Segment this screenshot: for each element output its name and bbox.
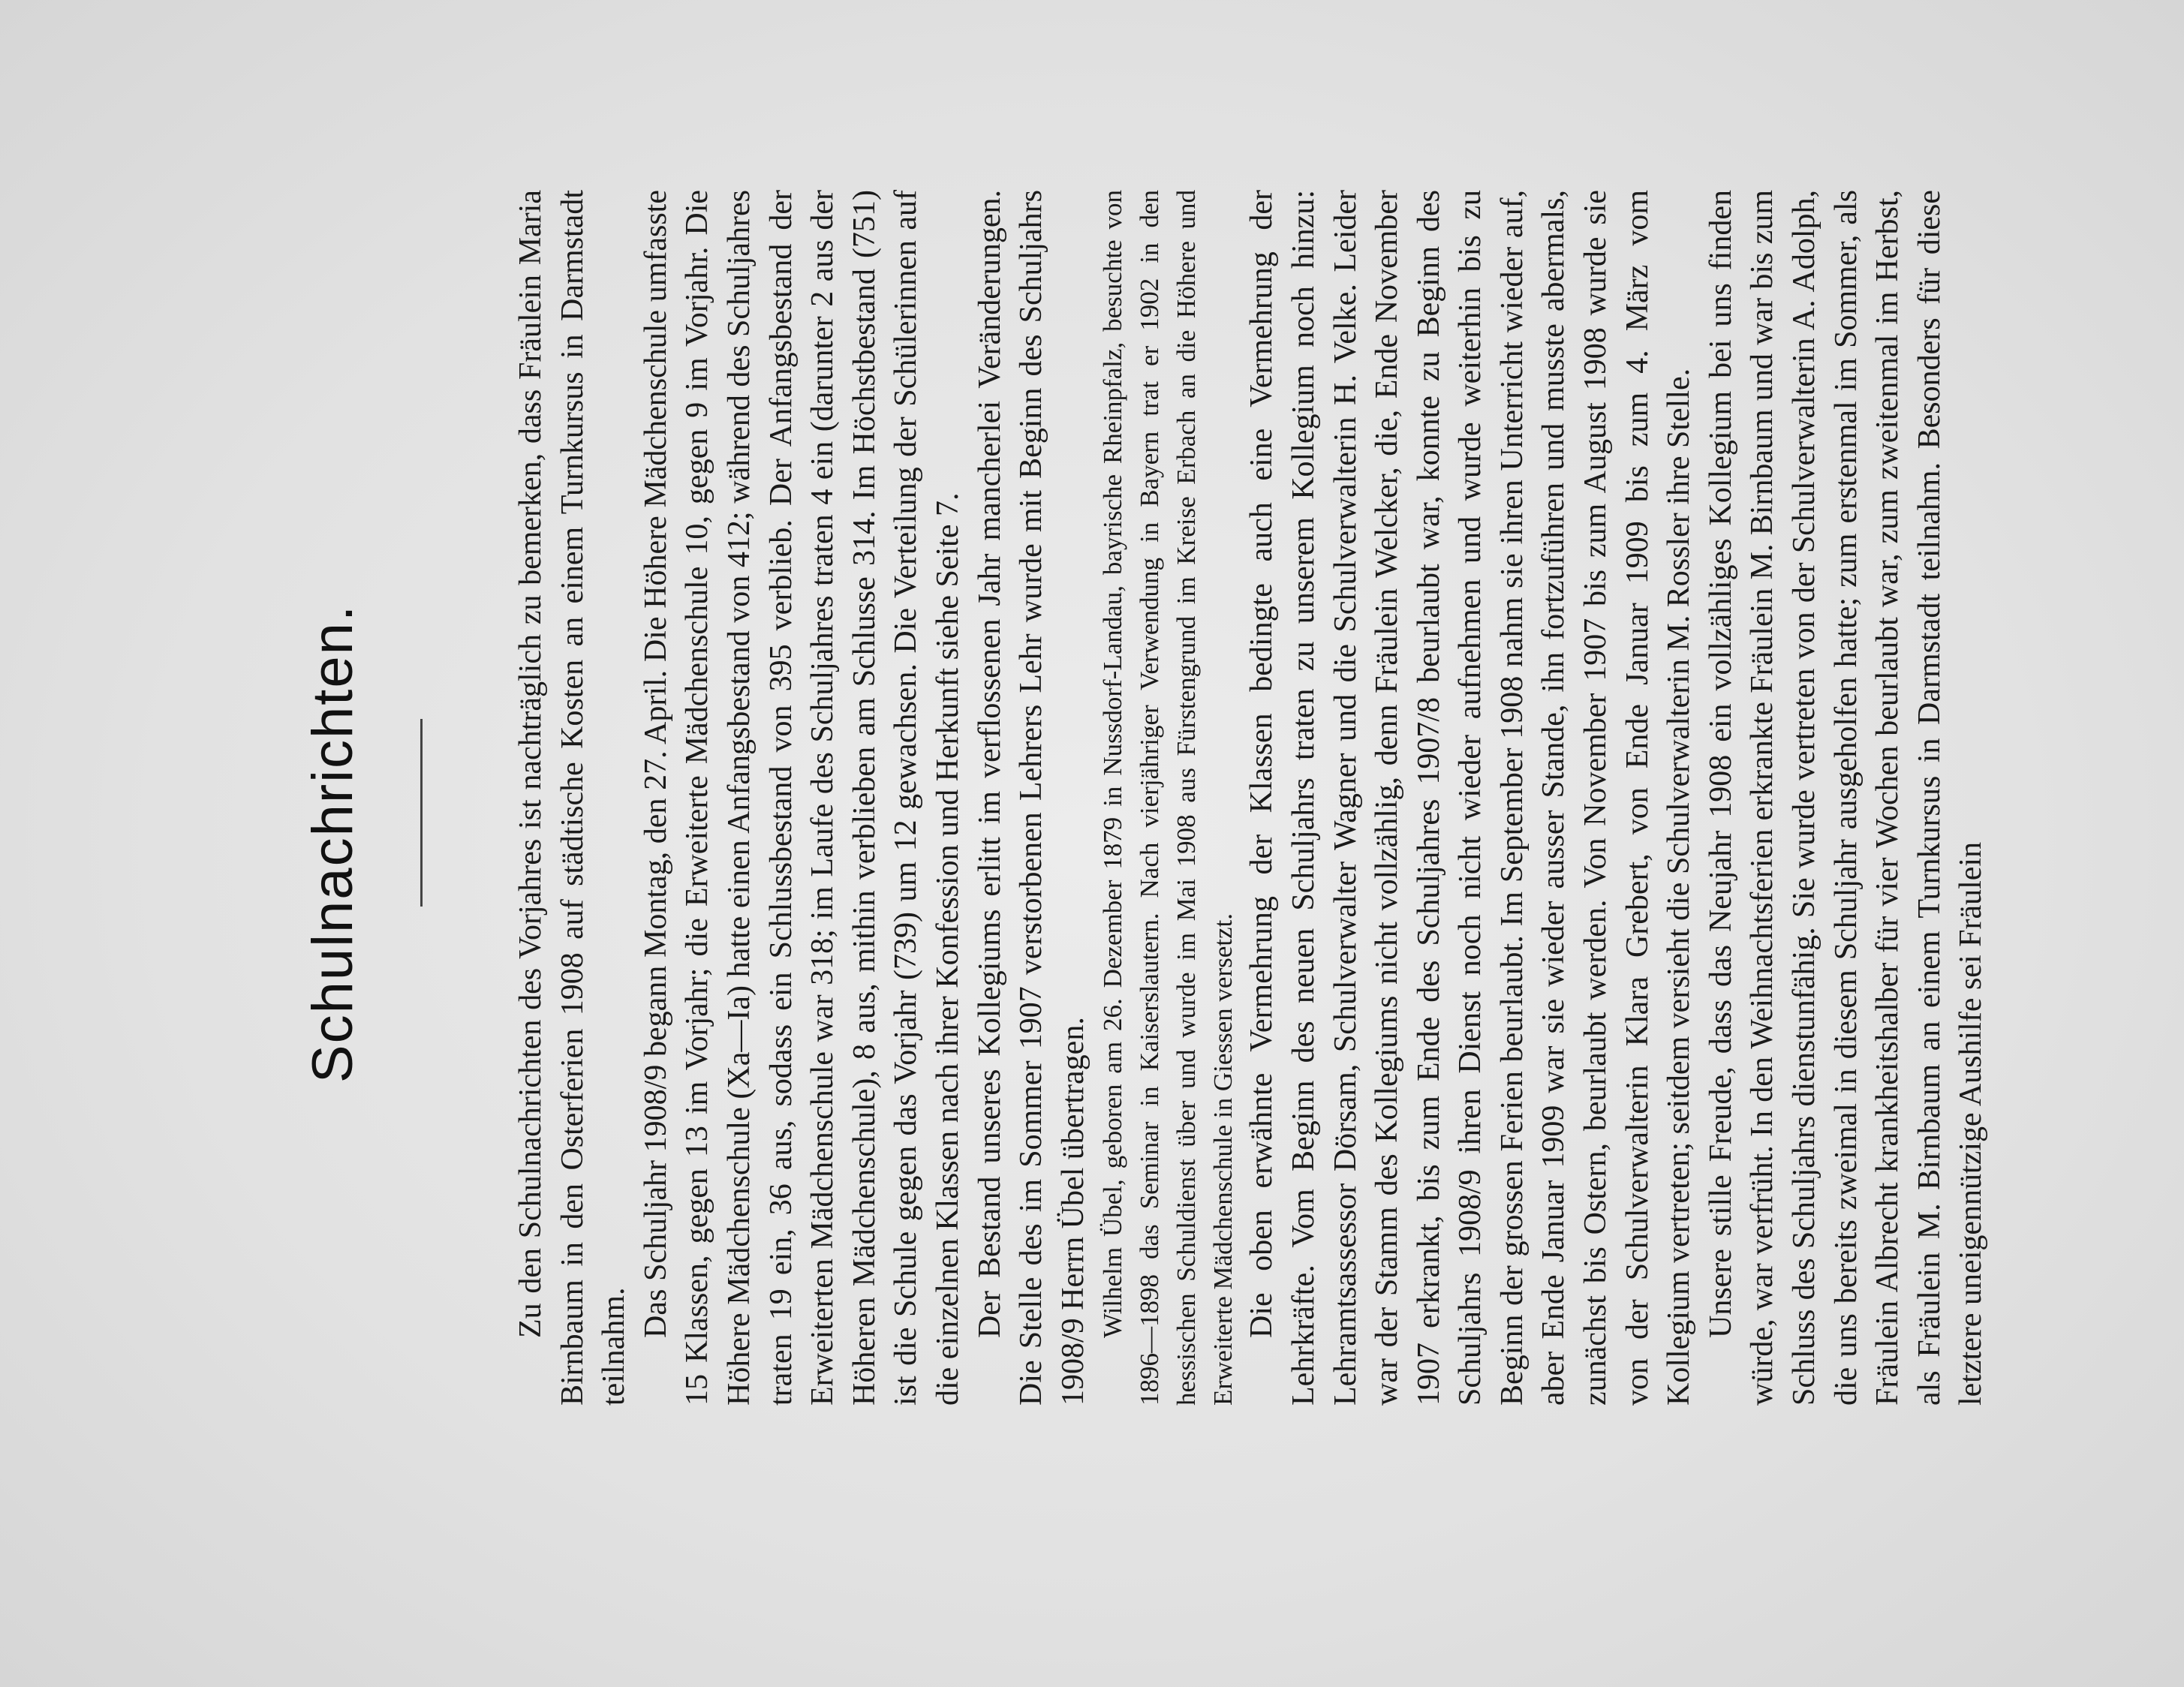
paragraph-school-year-statistics: Das Schuljahr 1908/9 begann Montag, den 27. April. Die Höhere Mädchenschule umfasste 15 Klassen, gegen 13 im Vorjahr; die Erweiterte Mädchenschule 10, gegen 9 im Vorjahr. Die Höhere Mädchenschule (Xa—Ia) hatte einen Anfangsbestand von 412; während des Schuljahres traten 19 ein, 36 aus, sodass ein Schlussbestand von 395 verblieb. Der Anfangsbestand der Erweiterten Mädchenschule war 318; im Laufe des Schuljahres traten 4 ein (darunter 2 aus der Höheren Mädchenschule), 8 aus, mithin verblieben am Schlusse 314. Im Höchstbestand (751) ist die Schule gegen das Vorjahr (739) um 12 gewachsen. Die Verteilung der Schülerinnen auf die einzelnen Klassen nach ihrer Konfession und Herkunft siehe Seite 7. (638, 190, 965, 1406)
paragraph-teacher-biography: Wilhelm Übel, geboren am 26. Dezember 1879 in Nussdorf-Landau, bayrische Rheinpfalz, besuchte von 1896—1898 das Seminar in Kaiserslautern. Nach vierjähriger Verwendung in Bayern trat er 1902 in den hessischen Schuldienst über und wurde im Mai 1908 aus Fürstengrund im Kreise Erbach an die Höhere und Erweiterte Mädchenschule in Giessen versetzt. (1098, 190, 1238, 1406)
page-title: Schulnachrichten. (301, 603, 365, 1084)
paragraph-new-year-illness: Unsere stille Freude, dass das Neujahr 1908 ein vollzähliges Kollegium bei uns finden würde, war verfrüht. In den Weihnachtsferien erkrankte Fräulein M. Birnbaum und war bis zum Schluss des Schuljahrs dienstunfähig. Sie wurde vertreten von der Schulverwalterin A. Adolph, die uns bereits zweimal in diesem Schuljahr ausgeholfen hatte; zum erstenmal im Sommer, als Fräulein Albrecht krankheitshalber für vier Wochen beurlaubt war, zum zweitenmal im Herbst, als Fräulein M. Birnbaum an einem Turnkursus in Darmstadt teilnahm. Besonders für diese letztere uneigennützige Aushilfe sei Fräulein (1703, 190, 1989, 1406)
title-divider (420, 719, 423, 907)
body-text (510, 190, 1993, 1406)
paragraph-previous-year-note: Zu den Schulnachrichten des Vorjahres ist nachträglich zu bemerken, dass Fräulein Maria Birnbaum in den Osterferien 1908 auf städtische Kosten an einem Turnkursus in Darmstadt teilnahm. (513, 190, 632, 1406)
paragraph-staff-changes: Der Bestand unseres Kollegiums erlitt im verflossenen Jahr mancherlei Veränderungen. Die Stelle des im Sommer 1907 verstorbenen Lehrers Lehr wurde mit Beginn des Schuljahrs 1908/9 Herrn Übel übertragen. (972, 190, 1090, 1406)
paragraph-staff-increase: Die oben erwähnte Vermehrung der Klassen bedingte auch eine Vermehrung der Lehrkräfte. Vom Beginn des neuen Schuljahrs traten zu unserem Kollegium noch hinzu: Lehramtsassessor Dörsam, Schulverwalter Wagner und die Schulverwalterin H. Velke. Leider war der Stamm des Kollegiums nicht vollzählig, denn Fräulein Welcker, die, Ende November 1907 erkrankt, bis zum Ende des Schuljahres 1907/8 beurlaubt war, konnte zu Beginn des Schuljahrs 1908/9 ihren Dienst noch nicht wieder aufnehmen und wurde weiterhin bis zu Beginn der grossen Ferien beurlaubt. Im September 1908 nahm sie ihren Unterricht wieder auf, aber Ende Januar 1909 war sie wieder ausser Stande, ihn fortzuführen und musste abermals, zunächst bis Ostern, beurlaubt werden. Von November 1907 bis zum August 1908 wurde sie von der Schulverwalterin Klara Grebert, von Ende Januar 1909 bis zum 4. März vom Kollegium vertreten; seitdem versieht die Schulverwalterin M. Rossler ihre Stelle. (1244, 190, 1697, 1406)
